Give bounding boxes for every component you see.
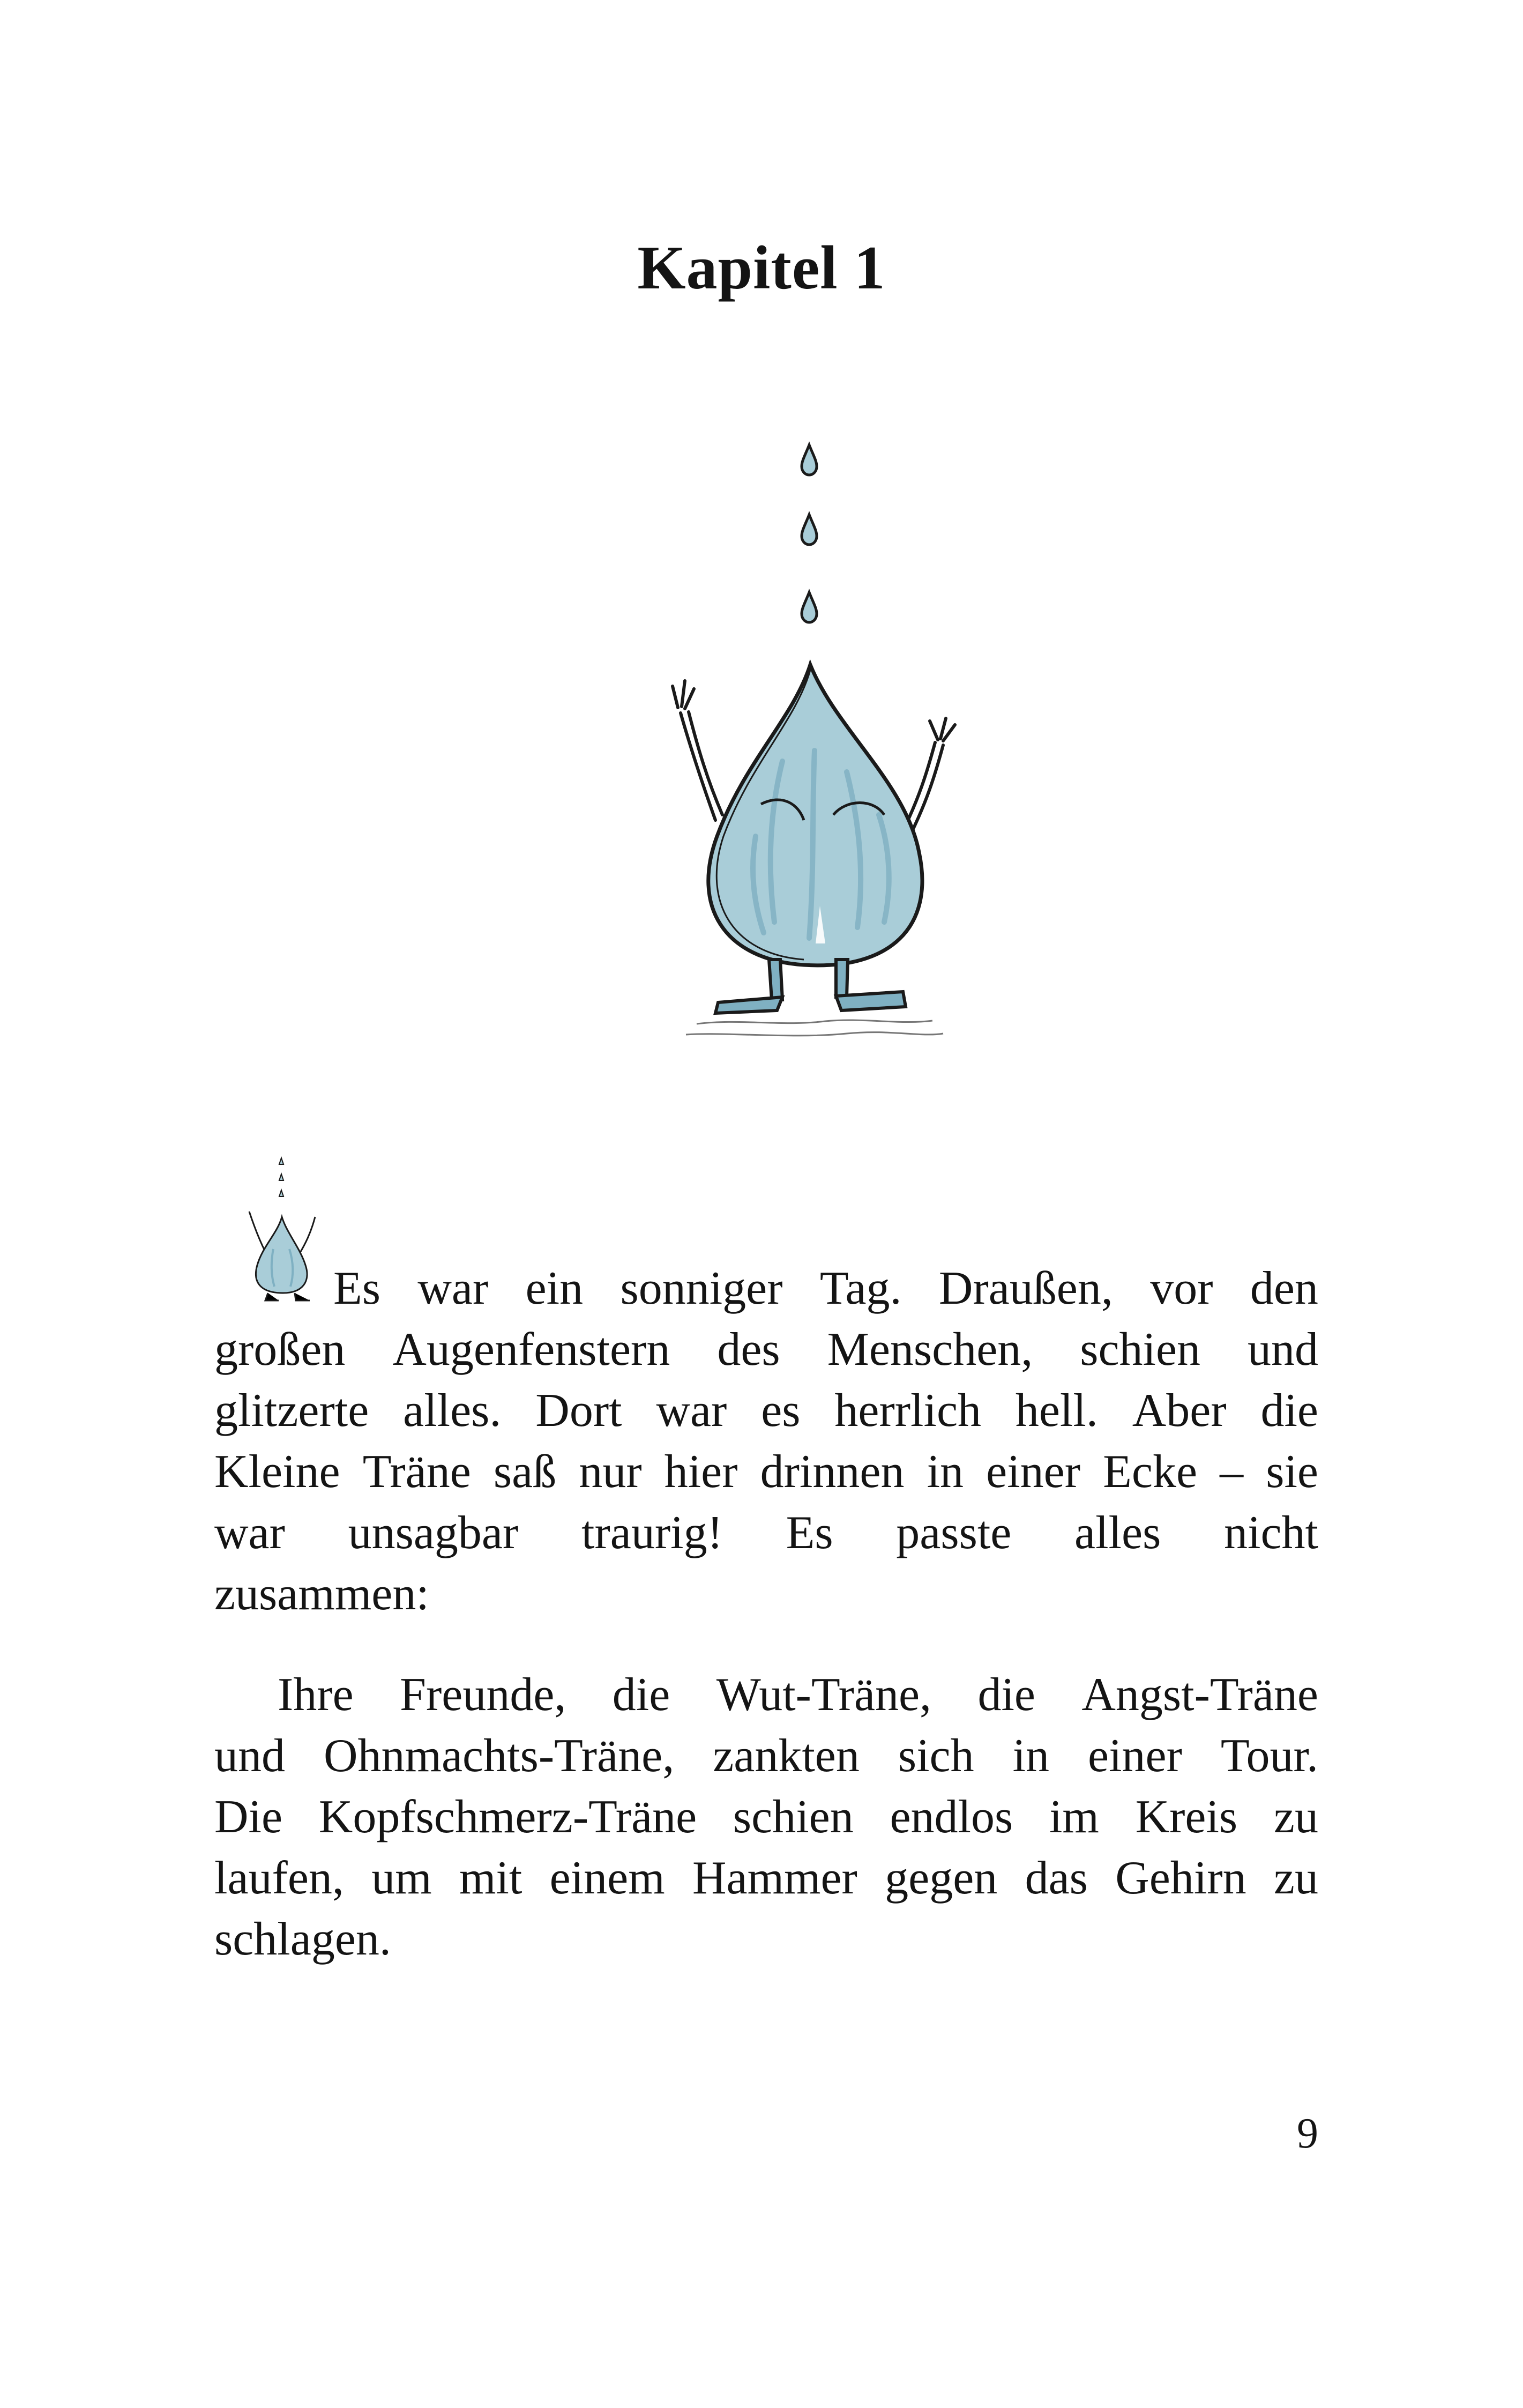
paragraph-1-line-5: war unsagbar traurig! Es passte alles nicht [214, 1507, 1318, 1559]
falling-droplets-icon [802, 445, 817, 622]
paragraph-1-line-4: Kleine Träne saß nur hier drinnen in einer Ecke – sie [214, 1446, 1318, 1498]
paragraph-1-line-1: Es war ein sonniger Tag. Draußen, vor den [333, 1262, 1318, 1314]
paragraph-1-line-3: glitzerte alles. Dort war es herrlich hell. Aber die [214, 1385, 1318, 1437]
chapter-title: Kapitel 1 [637, 234, 886, 302]
paragraph-1-line-2: großen Augenfenstern des Menschen, schien und [214, 1324, 1318, 1376]
paragraph-2-line-4: laufen, um mit einem Hammer gegen das Gehirn zu [214, 1852, 1318, 1904]
paragraph-2-line-2: und Ohnmachts-Träne, zankten sich in einer Tour. [214, 1730, 1318, 1782]
paragraph-2-line-5: schlagen. [214, 1913, 391, 1965]
paragraph-2 [214, 1664, 1318, 1970]
paragraph-1-line-6: zusammen: [214, 1568, 429, 1620]
paragraph-2-line-1: Ihre Freunde, die Wut-Träne, die Angst-Träne [278, 1669, 1318, 1721]
page-number: 9 [1297, 2110, 1318, 2157]
paragraph-1 [214, 1258, 1318, 1625]
teardrop-character-illustration [622, 429, 997, 1061]
paragraph-2-line-3: Die Kopfschmerz-Träne schien endlos im Kreis zu [214, 1791, 1318, 1843]
